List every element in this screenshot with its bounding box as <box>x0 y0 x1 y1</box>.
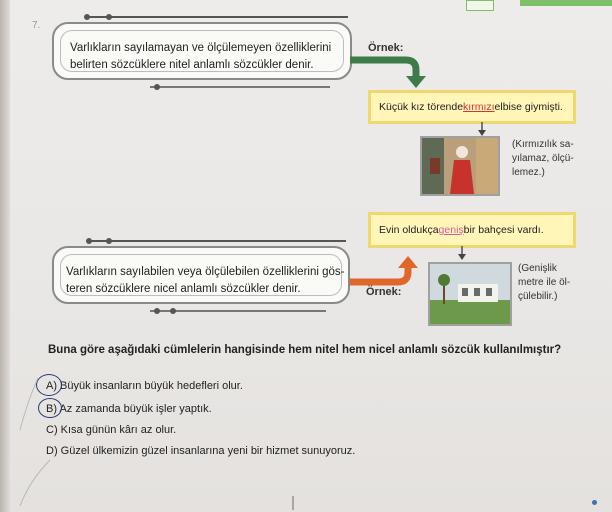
question-number: 7. <box>32 20 41 31</box>
pencil-stroke-marks <box>10 360 70 510</box>
box1-top-line <box>88 16 348 18</box>
house-garden-photo <box>428 262 512 326</box>
option-c[interactable]: C) Kısa günün kârı az olur. <box>46 424 177 436</box>
option-d[interactable]: D) Güzel ülkemizin güzel insanlarına yeni bir hizmet sunuyoruz. <box>46 445 356 457</box>
box1-bottom-line <box>150 86 330 88</box>
down-arrow-icon <box>476 122 488 136</box>
pencil-tick-mark <box>290 496 296 510</box>
option-b[interactable]: B) Az zamanda büyük işler yaptık. <box>46 403 212 415</box>
example2-sentence: Evin oldukça geniş bir bahçesi vardı. <box>368 212 576 248</box>
example1-sentence: Küçük kız törende kırmızı elbise giymişti. <box>368 90 576 124</box>
girl-red-dress-photo <box>420 136 500 196</box>
example1-label: Örnek: <box>368 42 404 54</box>
box1-bottom-dot <box>154 84 160 90</box>
blue-dot-mark <box>592 500 597 505</box>
box2-top-dot-right <box>106 238 112 244</box>
option-a[interactable]: A) Büyük insanların büyük hedefleri olur. <box>46 380 243 392</box>
example2-note: (Genişlik metre ile öl- çülebilir.) <box>518 263 571 302</box>
box2-top-line <box>90 240 346 242</box>
example2-label: Örnek: <box>366 286 402 298</box>
example1-note: (Kırmızılık sa- yılamaz, ölçü- lemez.) <box>512 139 574 178</box>
question-text: Buna göre aşağıdaki cümlelerin hangisinde hem nitel hem nicel anlamlı sözcük kullanılmıştır? <box>48 344 562 356</box>
box2-bottom-dot <box>154 308 160 314</box>
box2-text: Varlıkların sayılabilen veya ölçülebilen özelliklerini gös- teren sözcüklere nicel anlamlı sözcükler denir. <box>66 266 345 295</box>
example2-arrow <box>348 254 424 288</box>
highlight-word-kirmizi: kırmızı <box>463 101 495 113</box>
box2-bottom-dot-2 <box>170 308 176 314</box>
down-arrow-icon-2 <box>456 246 468 260</box>
example1-arrow <box>346 50 430 90</box>
box1-text: Varlıkların sayılamayan ve ölçülemeyen özelliklerini belirten sözcüklere nitel anlamlı sözcükler denir. <box>70 42 332 71</box>
box2-bottom-line <box>150 310 326 312</box>
box1-top-dot-left <box>84 14 90 20</box>
page-binding-shadow <box>0 0 10 512</box>
top-decor-box <box>466 0 494 11</box>
top-decor-bar <box>520 0 612 6</box>
box1-top-dot-right <box>106 14 112 20</box>
box2-top-dot-left <box>86 238 92 244</box>
highlight-word-genis: geniş <box>438 224 464 236</box>
